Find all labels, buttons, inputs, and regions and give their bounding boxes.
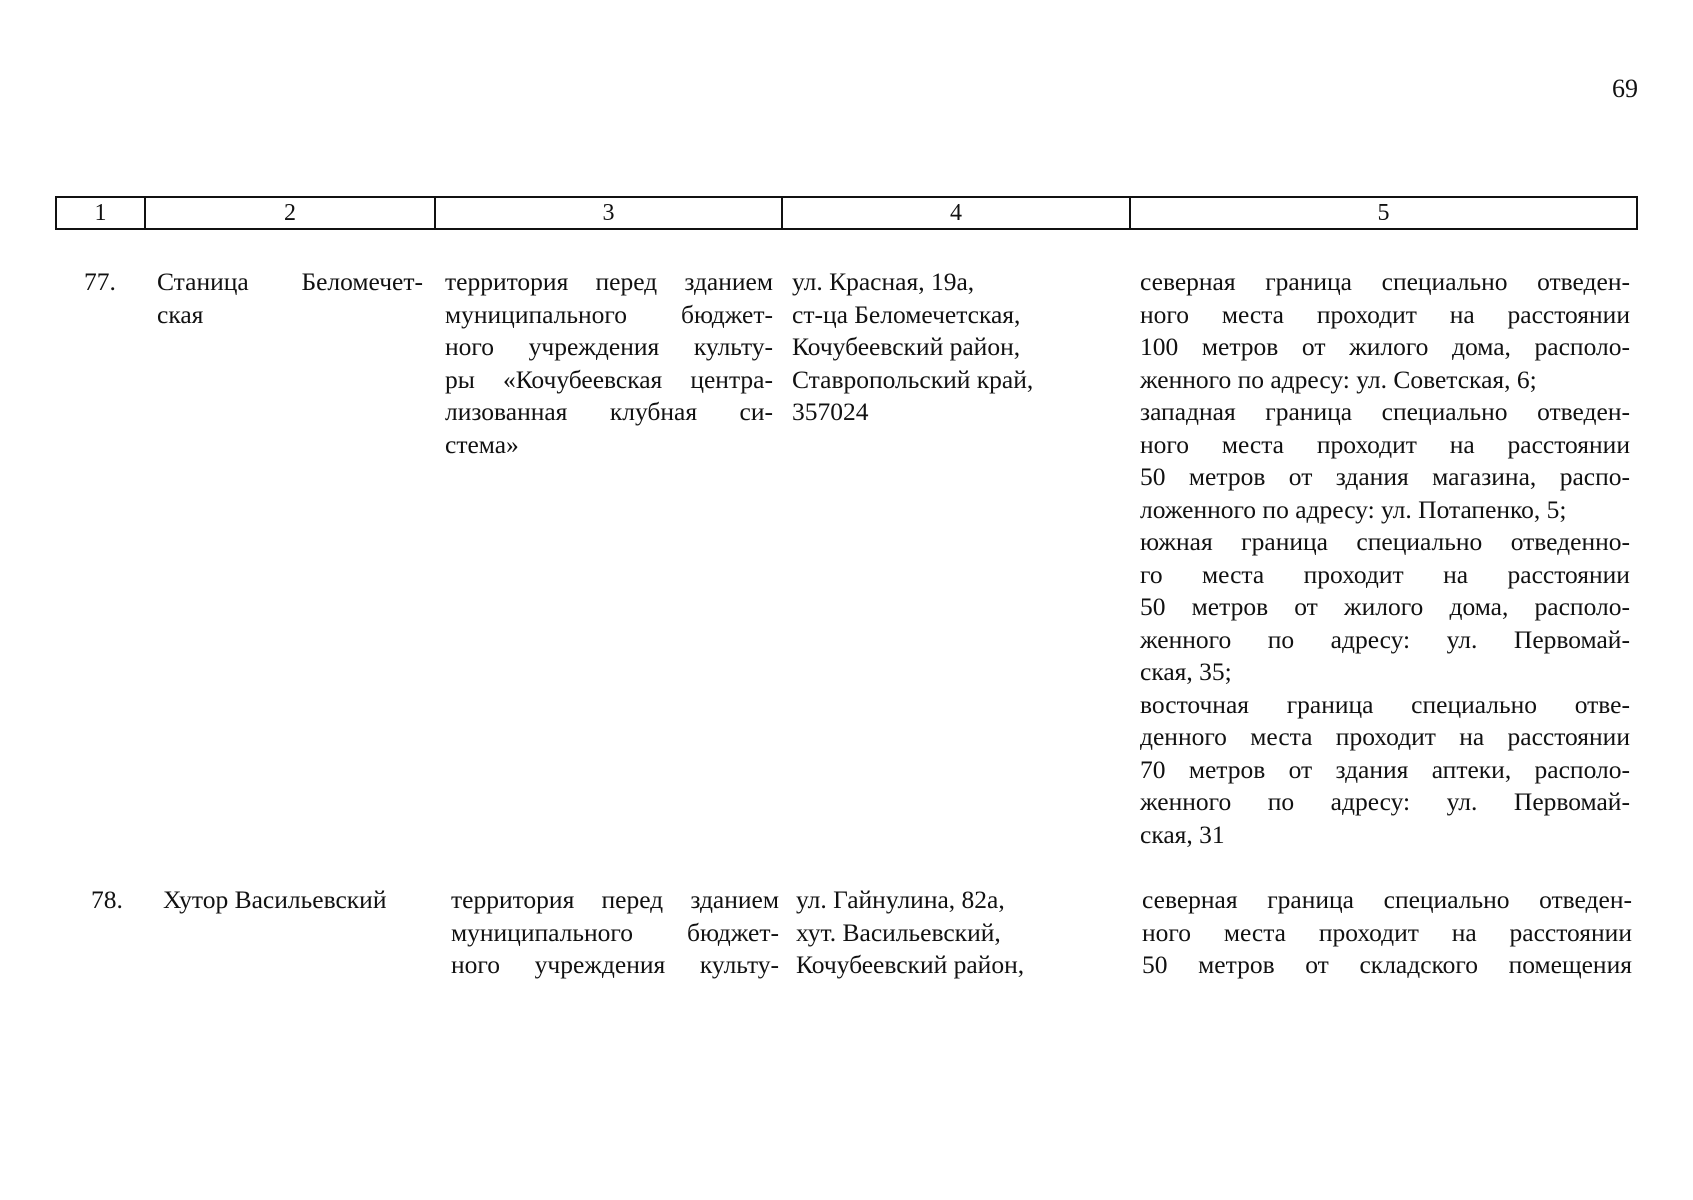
- column-header-2: 2: [145, 197, 435, 229]
- boundary-line: го места проходит на расстоянии: [1140, 559, 1630, 589]
- boundary-line: 50 метров от жилого дома, располо-: [1140, 592, 1630, 621]
- address-line: хут. Васильевский,: [796, 917, 1001, 947]
- boundary-line: ного места проходит на расстоянии: [1142, 917, 1632, 947]
- boundaries-description: [1140, 266, 1630, 851]
- boundary-line: западная граница специально отведен-: [1140, 397, 1630, 426]
- territory-line: территория перед зданием: [451, 885, 779, 914]
- boundary-line: ложенного по адресу: ул. Потапенко, 5;: [1140, 494, 1567, 524]
- address: [792, 266, 1092, 429]
- page-number: 69: [1612, 74, 1638, 103]
- boundary-line: женного по адресу: ул. Первомай-: [1140, 787, 1630, 816]
- territory-line: ры «Кочубеевская центра-: [445, 364, 773, 394]
- row-number: 77.: [84, 267, 116, 296]
- territory-line: территория перед зданием: [445, 267, 773, 296]
- territory-line: муниципального бюджет-: [451, 917, 779, 947]
- territory-line: стема»: [445, 429, 519, 459]
- settlement-name-word: Беломечет-: [301, 267, 423, 296]
- address-line: ул. Красная, 19а,: [792, 267, 975, 296]
- territory-line: муниципального бюджет-: [445, 299, 773, 329]
- boundary-line: северная граница специально отведен-: [1140, 267, 1630, 296]
- boundary-line: 100 метров от жилого дома, располо-: [1140, 332, 1630, 361]
- boundary-line: южная граница специально отведенно-: [1140, 527, 1630, 556]
- boundary-line: 50 метров от складского помещения: [1142, 950, 1632, 979]
- boundary-line: женного по адресу: ул. Советская, 6;: [1140, 364, 1537, 394]
- boundary-line: ская, 35;: [1140, 657, 1232, 686]
- boundary-line: ного места проходит на расстоянии: [1140, 429, 1630, 459]
- boundary-line: 70 метров от здания аптеки, располо-: [1140, 754, 1630, 784]
- territory-description: [451, 884, 779, 982]
- boundary-line: восточная граница специально отве-: [1140, 689, 1630, 719]
- column-header-1: 1: [56, 197, 145, 229]
- row-number: 78.: [91, 885, 123, 914]
- address-line: Ставропольский край,: [792, 364, 1034, 394]
- address: [796, 884, 1096, 982]
- address-line: ст-ца Беломечетская,: [792, 299, 1021, 329]
- territory-line: лизованная клубная си-: [445, 397, 773, 426]
- boundary-line: денного места проходит на расстоянии: [1140, 722, 1630, 751]
- column-header-3: 3: [435, 197, 782, 229]
- boundary-line: ного места проходит на расстоянии: [1140, 299, 1630, 329]
- boundary-line: северная граница специально отведен-: [1142, 885, 1632, 914]
- territory-description: [445, 266, 773, 461]
- column-header-5: 5: [1130, 197, 1637, 229]
- settlement-name-word: Станица: [157, 267, 249, 296]
- territory-line: ного учреждения культу-: [445, 332, 773, 361]
- territory-line: ного учреждения культу-: [451, 950, 779, 979]
- settlement-name: Хутор Васильевский: [163, 885, 387, 914]
- settlement-name: [157, 266, 423, 331]
- boundary-line: женного по адресу: ул. Первомай-: [1140, 624, 1630, 654]
- boundary-line: ская, 31: [1140, 819, 1225, 849]
- address-line: ул. Гайнулина, 82а,: [796, 885, 1005, 914]
- address-line: 357024: [792, 397, 869, 426]
- settlement-name-line: ская: [157, 299, 204, 329]
- column-header-4: 4: [782, 197, 1130, 229]
- address-line: Кочубеевский район,: [796, 950, 1025, 979]
- address-line: Кочубеевский район,: [792, 332, 1021, 361]
- boundary-line: 50 метров от здания магазина, распо-: [1140, 462, 1630, 491]
- column-header-table: [55, 196, 1638, 230]
- boundaries-description: [1142, 884, 1632, 982]
